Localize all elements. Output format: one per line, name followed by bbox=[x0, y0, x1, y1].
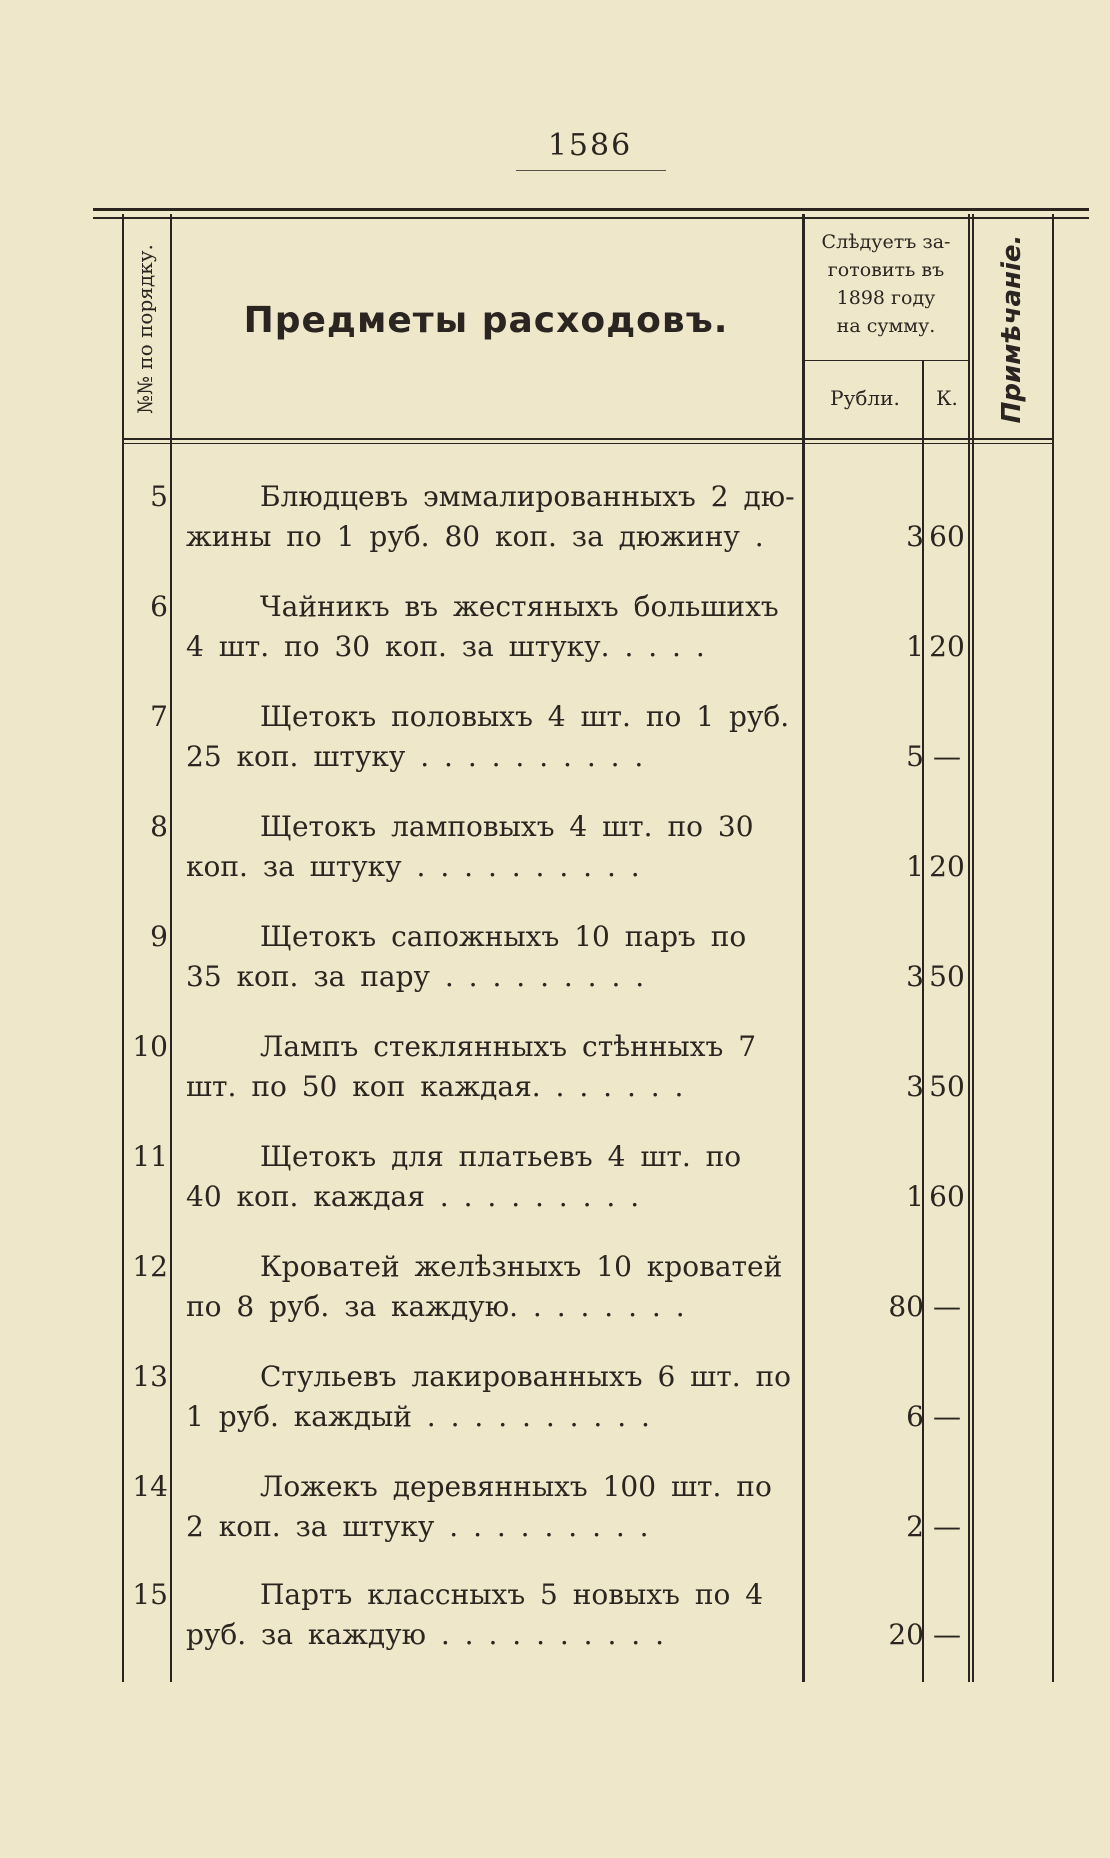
table-row bbox=[120, 1030, 1000, 1140]
header-items-title: Предметы расходовъ. bbox=[243, 300, 729, 341]
row-rubles: 1 bbox=[906, 850, 924, 883]
row-rubles: 2 bbox=[906, 1510, 924, 1543]
row-rubles: 6 bbox=[906, 1400, 924, 1433]
row-number: 11 bbox=[132, 1140, 168, 1173]
row-kopecks: — bbox=[933, 1290, 961, 1323]
header-number-label: №№ по порядку. bbox=[133, 244, 157, 414]
row-kopecks: — bbox=[933, 740, 961, 773]
row-description-line2: 4 шт. по 30 коп. за штуку. . . . . bbox=[186, 630, 705, 663]
table-row bbox=[120, 1470, 1000, 1580]
row-description-line2: шт. по 50 коп каждая. . . . . . . bbox=[186, 1070, 684, 1103]
row-description-line2: 2 коп. за штуку . . . . . . . . . bbox=[186, 1510, 649, 1543]
table-row bbox=[120, 1578, 1000, 1688]
row-description-line1: Щетокъ половыхъ 4 шт. по 1 руб. bbox=[260, 700, 790, 733]
row-rubles: 1 bbox=[906, 1180, 924, 1213]
row-kopecks: 20 bbox=[929, 850, 965, 883]
row-description-line1: Блюдцевъ эммалированныхъ 2 дю- bbox=[260, 480, 795, 513]
header-planned-line: 1898 году bbox=[836, 287, 936, 309]
row-number: 5 bbox=[150, 480, 168, 513]
row-kopecks: 20 bbox=[929, 630, 965, 663]
table-row bbox=[120, 920, 1000, 1030]
table-row bbox=[120, 590, 1000, 700]
row-kopecks: — bbox=[933, 1400, 961, 1433]
row-description-line1: Стульевъ лакированныхъ 6 шт. по bbox=[260, 1360, 792, 1393]
row-description-line1: Партъ классныхъ 5 новыхъ по 4 bbox=[260, 1578, 764, 1611]
row-description-line2: 25 коп. штуку . . . . . . . . . . bbox=[186, 740, 644, 773]
table-row bbox=[120, 700, 1000, 810]
row-rubles: 3 bbox=[906, 960, 924, 993]
row-number: 6 bbox=[150, 590, 168, 623]
table-row bbox=[120, 810, 1000, 920]
row-description-line2: 1 руб. каждый . . . . . . . . . . bbox=[186, 1400, 650, 1433]
header-planned-line: готовить въ bbox=[827, 259, 945, 281]
row-description-line2: руб. за каждую . . . . . . . . . . bbox=[186, 1618, 664, 1651]
row-number: 10 bbox=[132, 1030, 168, 1063]
row-description-line2: коп. за штуку . . . . . . . . . . bbox=[186, 850, 640, 883]
row-description-line2: жины по 1 руб. 80 коп. за дюжину . bbox=[186, 520, 764, 553]
header-bottom-rule bbox=[122, 438, 1052, 440]
table-row bbox=[120, 1140, 1000, 1250]
row-description-line1: Кроватей желѣзныхъ 10 кроватей bbox=[260, 1250, 783, 1283]
header-rubles: Рубли. bbox=[830, 386, 900, 410]
table-row bbox=[120, 1250, 1000, 1360]
row-description-line1: Чайникъ въ жестяныхъ большихъ bbox=[260, 590, 779, 623]
table-top-rule bbox=[93, 208, 1089, 219]
header-number-column bbox=[120, 224, 170, 434]
row-description-line1: Щетокъ сапожныхъ 10 паръ по bbox=[260, 920, 747, 953]
row-rubles: 3 bbox=[906, 520, 924, 553]
row-kopecks: 60 bbox=[929, 520, 965, 553]
row-description-line1: Щетокъ для платьевъ 4 шт. по bbox=[260, 1140, 742, 1173]
row-kopecks: — bbox=[933, 1510, 961, 1543]
row-rubles: 3 bbox=[906, 1070, 924, 1103]
row-rubles: 1 bbox=[906, 630, 924, 663]
header-note-label: Примѣчаніе. bbox=[997, 234, 1027, 424]
row-kopecks: 50 bbox=[929, 1070, 965, 1103]
table-right-border bbox=[1052, 214, 1054, 1682]
row-description-line1: Щетокъ ламповыхъ 4 шт. по 30 bbox=[260, 810, 754, 843]
header-planned-amount bbox=[806, 228, 966, 340]
row-number: 15 bbox=[132, 1578, 168, 1611]
row-rubles: 80 bbox=[888, 1290, 924, 1323]
planned-subheader-rule bbox=[804, 360, 970, 361]
row-rubles: 20 bbox=[888, 1618, 924, 1651]
row-kopecks: — bbox=[933, 1618, 961, 1651]
row-description-line2: по 8 руб. за каждую. . . . . . . . bbox=[186, 1290, 685, 1323]
table-row bbox=[120, 1360, 1000, 1470]
header-kopecks: К. bbox=[936, 386, 958, 410]
page-number-rule bbox=[516, 170, 666, 171]
table-row bbox=[120, 480, 1000, 590]
header-note-column bbox=[974, 224, 1050, 434]
row-description-line1: Лампъ стеклянныхъ стѣнныхъ 7 bbox=[260, 1030, 757, 1063]
row-description-line2: 35 коп. за пару . . . . . . . . . bbox=[186, 960, 645, 993]
header-planned-line: на сумму. bbox=[836, 315, 936, 337]
header-planned-line: Слѣдуетъ за- bbox=[821, 231, 951, 253]
page-number: 1586 bbox=[547, 128, 633, 163]
row-rubles: 5 bbox=[906, 740, 924, 773]
row-kopecks: 50 bbox=[929, 960, 965, 993]
row-number: 8 bbox=[150, 810, 168, 843]
row-description-line1: Ложекъ деревянныхъ 100 шт. по bbox=[260, 1470, 772, 1503]
row-number: 7 bbox=[150, 700, 168, 733]
row-number: 14 bbox=[132, 1470, 168, 1503]
row-number: 9 bbox=[150, 920, 168, 953]
row-number: 13 bbox=[132, 1360, 168, 1393]
header-bottom-rule-second bbox=[122, 443, 1052, 444]
row-description-line2: 40 коп. каждая . . . . . . . . . bbox=[186, 1180, 640, 1213]
row-kopecks: 60 bbox=[929, 1180, 965, 1213]
row-number: 12 bbox=[132, 1250, 168, 1283]
